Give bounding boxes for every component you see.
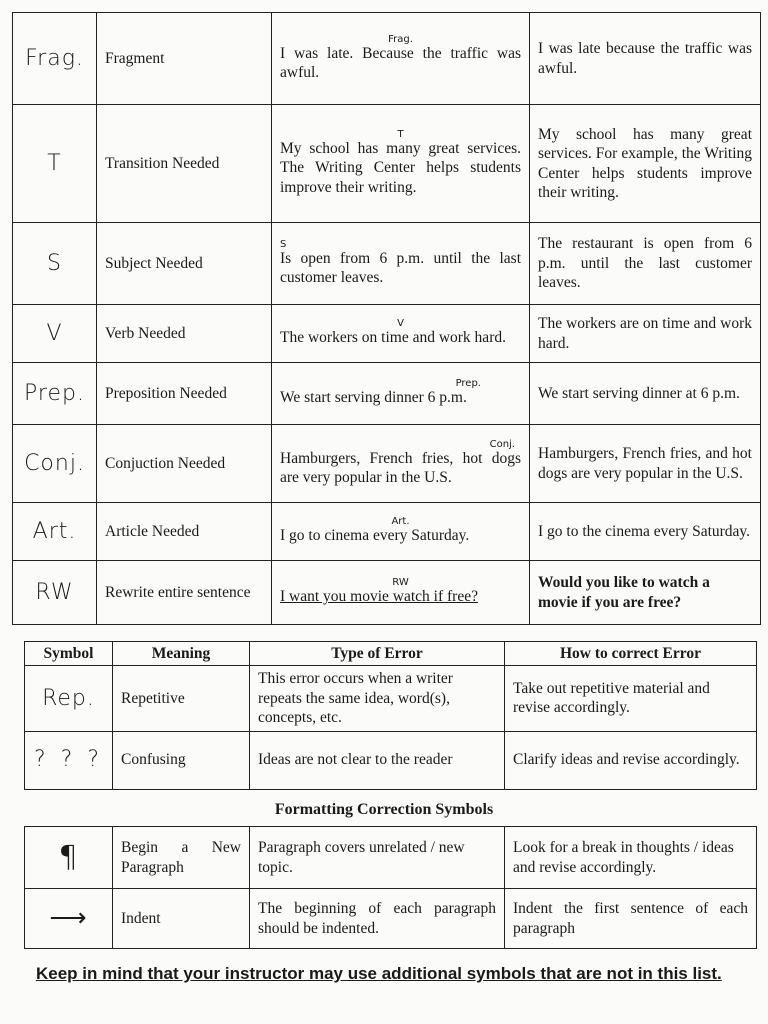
symbol-cell: Art. xyxy=(13,503,97,561)
table-row xyxy=(25,666,757,731)
meaning-cell: Transition Needed xyxy=(97,105,272,223)
example-cell xyxy=(272,363,530,425)
symbol-cell: Conj. xyxy=(13,425,97,503)
table-row xyxy=(13,561,761,625)
column-header: Type of Error xyxy=(250,642,505,666)
example-text: Hamburgers, French fries, hot dogs are very popular in the U.S. xyxy=(280,449,521,486)
table-header-row xyxy=(25,642,757,666)
example-cell xyxy=(272,13,530,105)
paragraph-icon: ¶ xyxy=(25,827,113,889)
symbol-cell: RW xyxy=(13,561,97,625)
type-cell: Ideas are not clear to the reader xyxy=(250,731,505,789)
symbol-cell: V xyxy=(13,305,97,363)
example-cell xyxy=(272,561,530,625)
correction-cell: I was late because the traffic was awful. xyxy=(530,13,761,105)
meaning-cell: Subject Needed xyxy=(97,223,272,305)
fix-cell: Look for a break in thoughts / ideas and revise accordingly. xyxy=(505,827,757,889)
fix-cell: Clarify ideas and revise accordingly. xyxy=(505,731,757,789)
meaning-cell: Begin a New Paragraph xyxy=(113,827,250,889)
symbol-cell: Prep. xyxy=(13,363,97,425)
meaning-cell: Rewrite entire sentence xyxy=(97,561,272,625)
handwritten-mark: Art. xyxy=(391,516,410,528)
example-cell xyxy=(272,105,530,223)
meaning-cell: Fragment xyxy=(97,13,272,105)
column-header: Symbol xyxy=(25,642,113,666)
type-cell: The beginning of each paragraph should be indented. xyxy=(250,889,505,949)
handwritten-mark: S xyxy=(280,238,287,250)
correction-cell: We start serving dinner at 6 p.m. xyxy=(530,363,761,425)
example-cell xyxy=(272,425,530,503)
handwritten-mark: V xyxy=(397,318,404,330)
correction-cell: Would you like to watch a movie if you are free? xyxy=(530,561,761,625)
table-row xyxy=(13,425,761,503)
handwritten-mark: Prep. xyxy=(455,378,481,390)
meaning-cell: Confusing xyxy=(113,731,250,789)
table-row xyxy=(13,305,761,363)
example-text: I go to cinema every Saturday. xyxy=(280,527,470,545)
meaning-cell: Repetitive xyxy=(113,666,250,731)
example-text: I want you movie watch if free? xyxy=(280,588,478,606)
example-text: Is open from 6 p.m. until the last customer leaves. xyxy=(280,249,521,286)
table-row xyxy=(13,503,761,561)
table-row xyxy=(13,363,761,425)
correction-cell: The workers are on time and work hard. xyxy=(530,305,761,363)
meaning-cell: Verb Needed xyxy=(97,305,272,363)
style-symbols-table xyxy=(24,641,757,790)
meaning-cell: Preposition Needed xyxy=(97,363,272,425)
table-row xyxy=(13,223,761,305)
meaning-cell: Conjuction Needed xyxy=(97,425,272,503)
handwritten-mark: Frag. xyxy=(388,33,413,45)
fix-cell: Take out repetitive material and revise accordingly. xyxy=(505,666,757,731)
correction-cell: My school has many great services. For example, the Writing Center helps students improve their writing. xyxy=(530,105,761,223)
arrow-right-icon: ⟶ xyxy=(25,889,113,949)
table-row xyxy=(13,105,761,223)
correction-cell: The restaurant is open from 6 p.m. until the last customer leaves. xyxy=(530,223,761,305)
example-cell xyxy=(272,503,530,561)
column-header: Meaning xyxy=(113,642,250,666)
meaning-cell: Article Needed xyxy=(97,503,272,561)
formatting-symbols-table xyxy=(24,826,757,949)
example-text: I was late. Because the traffic was awful. xyxy=(280,44,521,81)
table-row xyxy=(25,731,757,789)
symbol-cell: Rep. xyxy=(25,666,113,731)
type-cell: Paragraph covers unrelated / new topic. xyxy=(250,827,505,889)
symbol-cell: S xyxy=(13,223,97,305)
example-cell xyxy=(272,223,530,305)
example-text: We start serving dinner 6 p.m. xyxy=(280,389,467,407)
table-row xyxy=(25,827,757,889)
correction-cell: Hamburgers, French fries, and hot dogs are very popular in the U.S. xyxy=(530,425,761,503)
handwritten-mark: RW xyxy=(392,577,409,589)
handwritten-mark: T xyxy=(397,128,404,140)
correction-cell: I go to the cinema every Saturday. xyxy=(530,503,761,561)
fix-cell: Indent the first sentence of each paragraph xyxy=(505,889,757,949)
footer-note: Keep in mind that your instructor may use additional symbols that are not in this list. xyxy=(36,964,722,983)
column-header: How to correct Error xyxy=(505,642,757,666)
symbol-cell: T xyxy=(13,105,97,223)
handwritten-mark: Conj. xyxy=(489,438,515,450)
example-text: My school has many great services. The Writing Center helps students improve their writing. xyxy=(280,139,521,196)
example-cell xyxy=(272,305,530,363)
type-cell: This error occurs when a writer repeats the same idea, word(s), concepts, etc. xyxy=(250,666,505,731)
table-row xyxy=(25,889,757,949)
section-title: Formatting Correction Symbols xyxy=(274,801,494,818)
symbol-cell: ? ? ? xyxy=(25,731,113,789)
table-row xyxy=(13,13,761,105)
meaning-cell: Indent xyxy=(113,889,250,949)
symbol-cell: Frag. xyxy=(13,13,97,105)
example-text: The workers on time and work hard. xyxy=(280,329,506,347)
error-symbols-table xyxy=(12,12,761,625)
